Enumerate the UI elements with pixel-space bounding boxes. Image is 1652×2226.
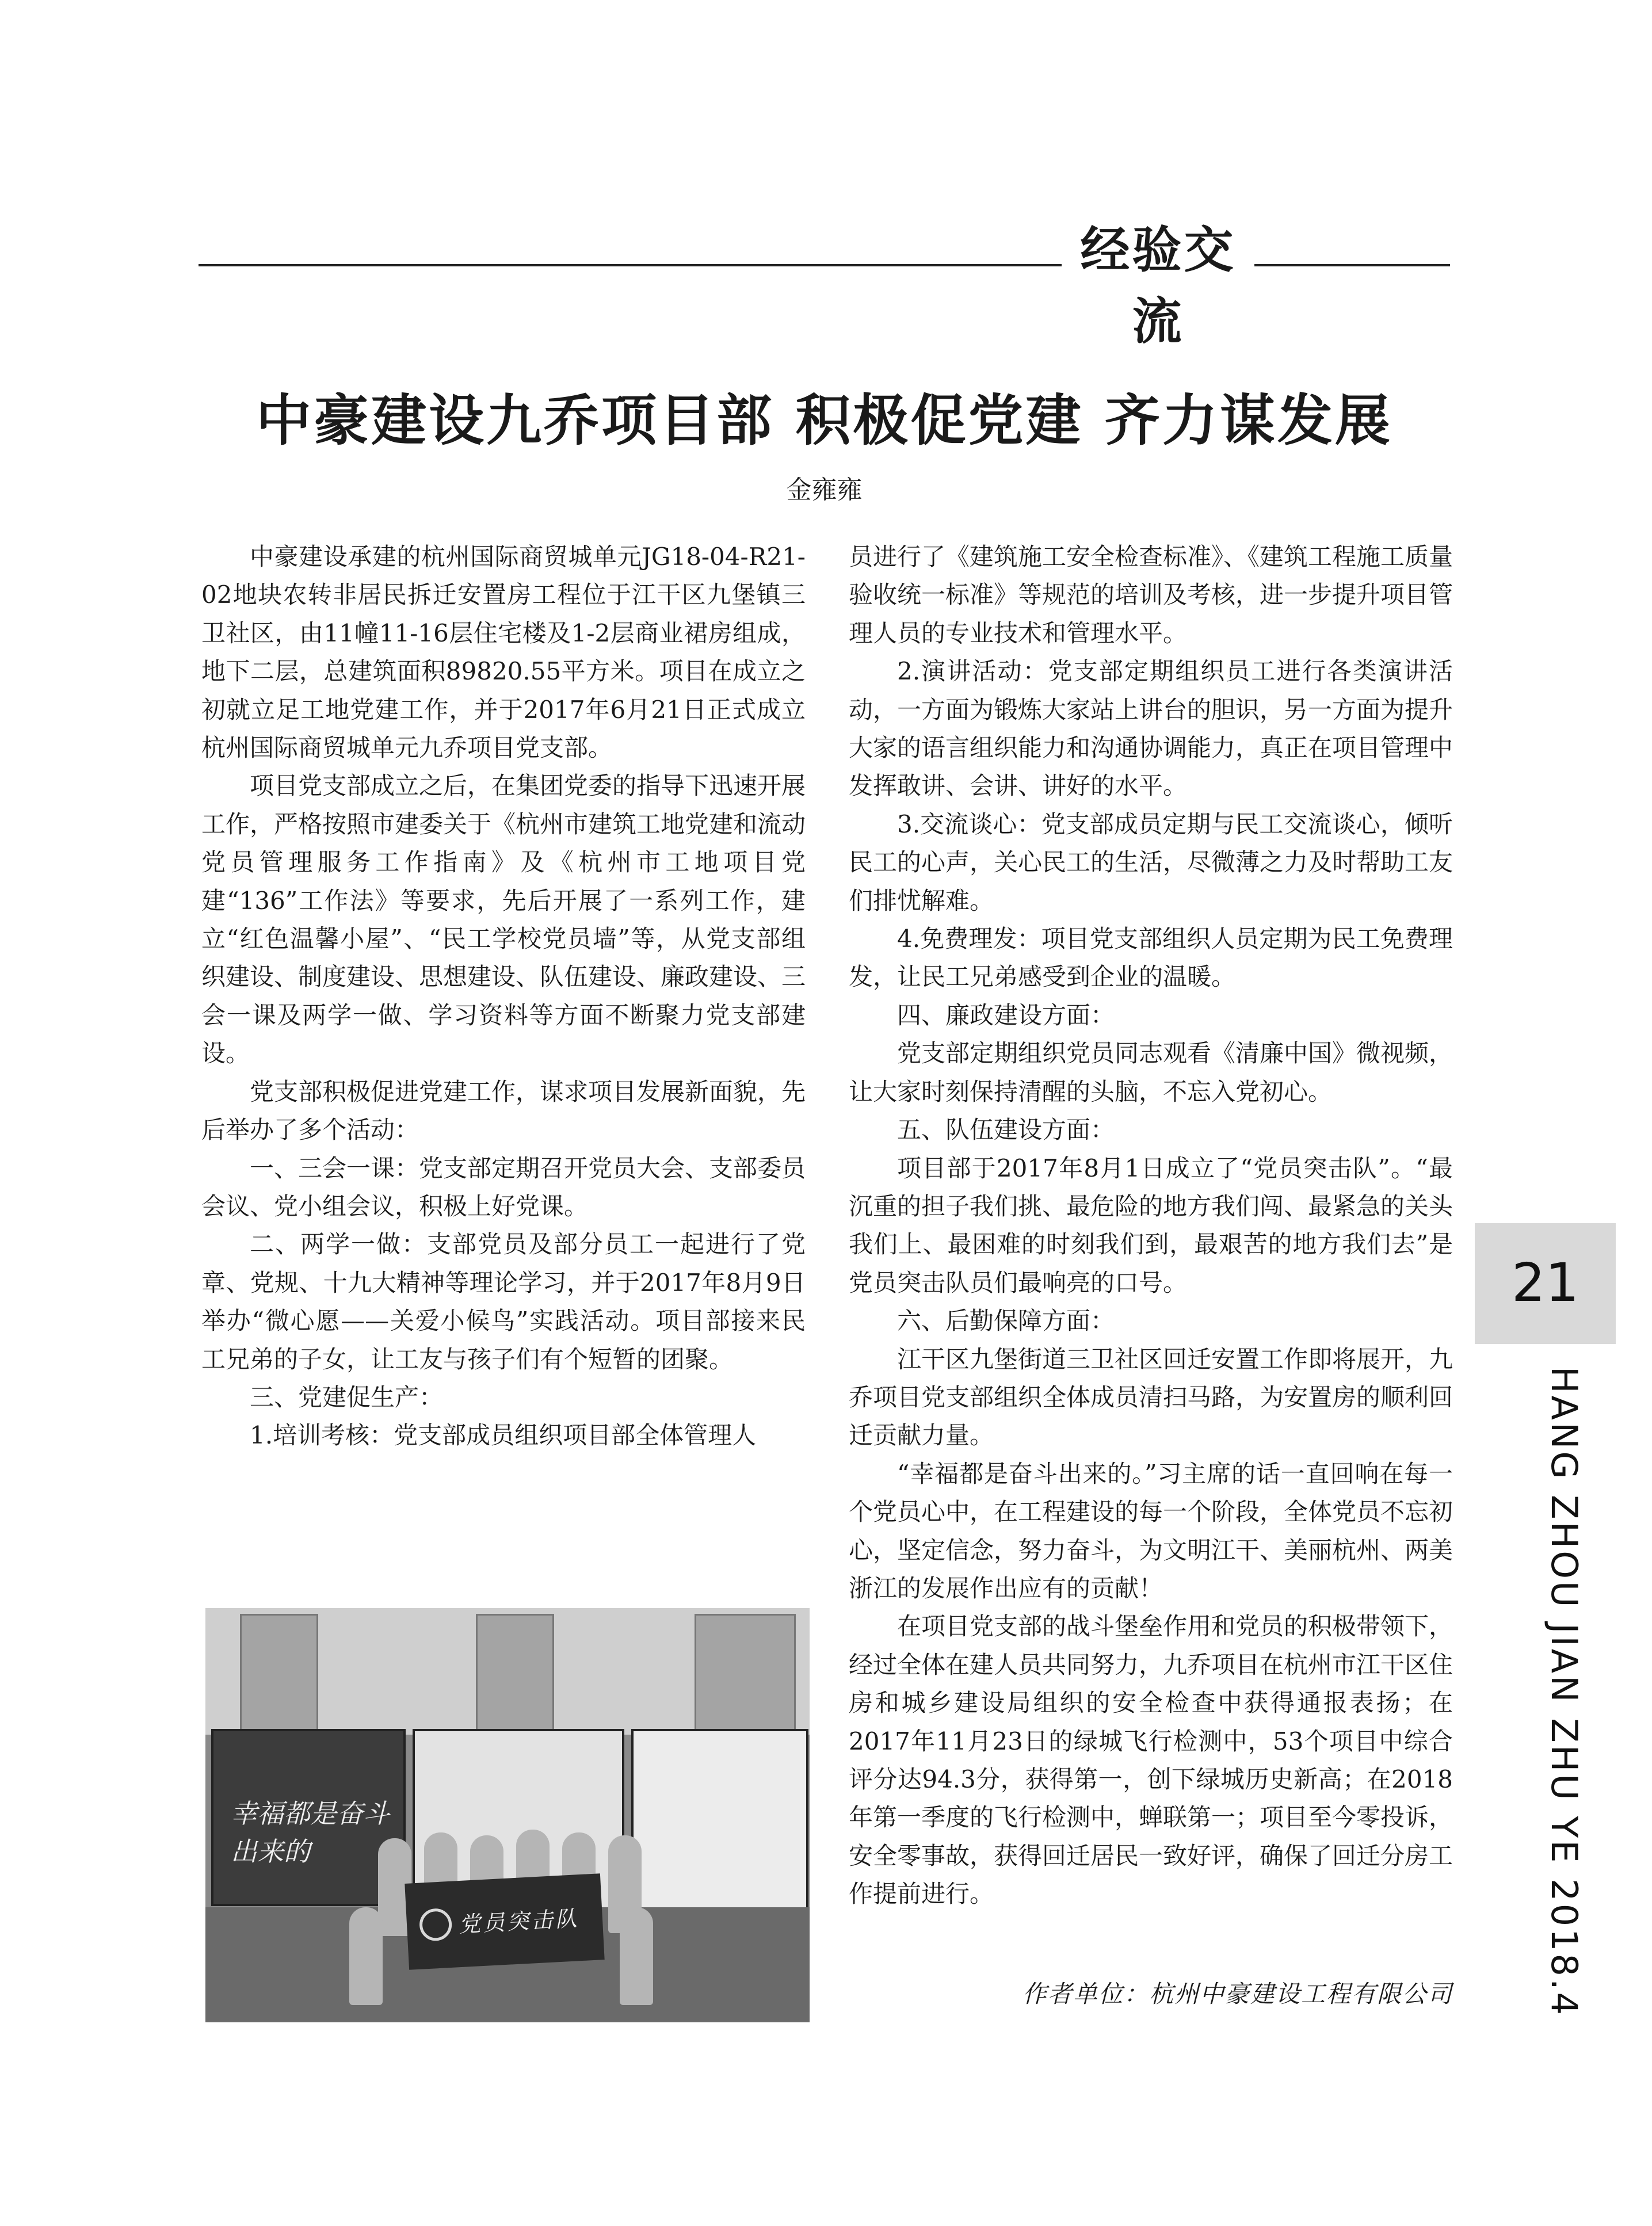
photo-person xyxy=(349,1907,383,2005)
journal-issue-label: HANG ZHOU JIAN ZHU YE 2018.4 xyxy=(1543,1366,1585,2018)
paragraph: 五、队伍建设方面： xyxy=(897,1116,1115,1144)
paragraph: 4.免费理发：项目党支部组织人员定期为民工免费理发，让民工兄弟感受到企业的温暖。 xyxy=(849,925,1453,991)
article-photo xyxy=(205,1608,810,2022)
paragraph: “幸福都是奋斗出来的。”习主席的话一直回响在每一个党员心中，在工程建设的每一个阶段，全体党员不忘初心，坚定信念，努力奋斗，为文明江干、美丽杭州、两美浙江的发展作出应有的贡献！ xyxy=(849,1459,1453,1602)
left-column xyxy=(201,538,806,1455)
header-rule-left xyxy=(199,264,1062,266)
paragraph: 1.培训考核：党支部成员组织项目部全体管理人 xyxy=(250,1421,757,1450)
paragraph: 四、廉政建设方面： xyxy=(897,1001,1115,1029)
header-rule-right xyxy=(1254,264,1450,266)
paragraph: 项目党支部成立之后，在集团党委的指导下迅速开展工作，严格按照市建委关于《杭州市建筑工地党建和流动党员管理服务工作指南》及《杭州市工地项目党建“136”工作法》等要求，先后开展了一系列工作，建立“红色温馨小屋”、“民工学校党员墙”等，从党支部组织建设、制度建设、思想建设、队伍建设、廉政建设、三会一课及两学一做、学习资料等方面不断聚力党支部建设。 xyxy=(201,772,806,1068)
section-label: 经验交流 xyxy=(1080,222,1236,350)
paragraph: 党支部定期组织党员同志观看《清廉中国》微视频，让大家时刻保持清醒的头脑，不忘入党初心。 xyxy=(849,1039,1453,1106)
paragraph: 三、党建促生产： xyxy=(250,1383,444,1411)
paragraph: 二、两学一做：支部党员及部分员工一起进行了党章、党规、十九大精神等理论学习，并于2017年8月9日举办“微心愿——关爱小候鸟”实践活动。项目部接来民工兄弟的子女，让工友与孩子们有个短暂的团聚。 xyxy=(201,1230,806,1373)
paragraph: 2.演讲活动：党支部定期组织员工进行各类演讲活动，一方面为锻炼大家站上讲台的胆识，另一方面为提升大家的语言组织能力和沟通协调能力，真正在项目管理中发挥敢讲、会讲、讲好的水平。 xyxy=(849,657,1453,800)
article-title: 中豪建设九乔项目部 积极促党建 齐力谋发展 xyxy=(256,388,1392,453)
photo-slogan-board xyxy=(211,1729,406,1906)
photo-banner xyxy=(405,1873,604,1970)
photo-banner-text: 党员突击队 xyxy=(458,1906,581,1938)
paragraph: 党支部积极促进党建工作，谋求项目发展新面貌，先后举办了多个活动： xyxy=(201,1077,806,1144)
paragraph: 六、后勤保障方面： xyxy=(897,1307,1115,1335)
photo-notice-board xyxy=(631,1729,808,1918)
photo-person xyxy=(620,1907,653,2005)
paragraph: 员进行了《建筑施工安全检查标准》、《建筑工程施工质量验收统一标准》等规范的培训及考核，进一步提升项目管理人员的专业技术和管理水平。 xyxy=(849,543,1453,647)
photo-board-text: 幸福都是奋斗出来的 xyxy=(231,1798,390,1867)
paragraph: 项目部于2017年8月1日成立了“党员突击队”。“最沉重的担子我们挑、最危险的地方我们闯、最紧急的关头我们上、最困难的时刻我们到，最艰苦的地方我们去”是党员突击队员们最响亮的口号。 xyxy=(849,1154,1453,1297)
author-affiliation: 作者单位：杭州中豪建设工程有限公司 xyxy=(1022,1980,1453,2008)
party-emblem-icon xyxy=(419,1908,453,1942)
page-number-tab xyxy=(1475,1223,1616,1344)
paragraph: 中豪建设承建的杭州国际商贸城单元JG18-04-R21-02地块农转非居民拆迁安置房工程位于江干区九堡镇三卫社区，由11幢11-16层住宅楼及1-2层商业裙房组成，地下二层，总建筑面积89820.55平方米。项目在成立之初就立足工地党建工作，并于2017年6月21日正式成立杭州国际商贸城单元九乔项目党支部。 xyxy=(201,543,806,762)
paragraph: 一、三会一课：党支部定期召开党员大会、支部委员会议、党小组会议，积极上好党课。 xyxy=(201,1154,806,1220)
article-author: 金雍雍 xyxy=(786,475,863,505)
right-column xyxy=(849,538,1453,1914)
paragraph: 在项目党支部的战斗堡垒作用和党员的积极带领下，经过全体在建人员共同努力，九乔项目在杭州市江干区住房和城乡建设局组织的安全检查中获得通报表扬；在2017年11月23日的绿城飞行检测中，53个项目中综合评分达94.3分，获得第一，创下绿城历史新高；在2018年第一季度的飞行检测中，蝉联第一；项目至今零投诉，安全零事故，获得回迁居民一致好评，确保了回迁分房工作提前进行。 xyxy=(849,1612,1453,1908)
page-number: 21 xyxy=(1511,1252,1579,1314)
paragraph: 3.交流谈心：党支部成员定期与民工交流谈心，倾听民工的心声，关心民工的生活，尽微薄之力及时帮助工友们排忧解难。 xyxy=(849,810,1453,915)
paragraph: 江干区九堡街道三卫社区回迁安置工作即将展开，九乔项目党支部组织全体成员清扫马路，为安置房的顺利回迁贡献力量。 xyxy=(849,1345,1453,1450)
